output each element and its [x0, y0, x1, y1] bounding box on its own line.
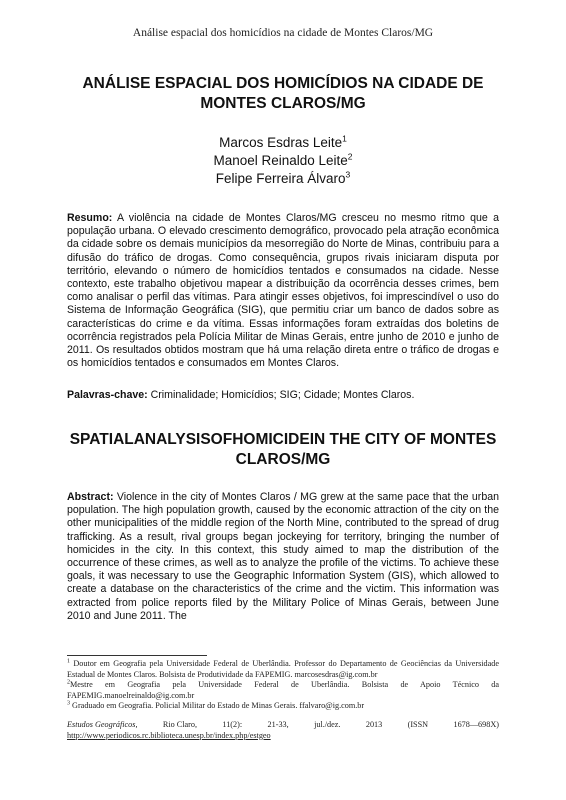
keywords-label: Palavras-chave: [67, 389, 148, 401]
running-head: Análise espacial dos homicídios na cidade de Montes Claros/MG [132, 27, 434, 39]
footnote-mark: 2 [67, 679, 70, 686]
title-english: SPATIALANALYSISOFHOMICIDEIN THE CITY OF MONTES CLAROS/MG [69, 431, 497, 468]
abstract-text: Violence in the city of Montes Claros / MG grew at the same pace that the urban population. The high population growth, caused by the economic attraction of the city on the other municipalities of the middle region of the North Mine, contributed to the spread of drug trafficking. As a result, rival groups began jockeying for territory, bringing the number of homicides in the city. In this context, this study aimed to map the distribution of the occurrence of these crimes, as well as to analyze the profile of the victims. To achieve these goals, it was necessary to use the Geographic Information System (GIS), which allowed to create a database on the characteristics of the crime and the victim. This information was extracted from police reports filed by the Military Police of Minas Gerais, between June 2010 and June 2011. The [67, 491, 499, 622]
journal-part: jul./dez. [314, 720, 341, 729]
abstract-label: Abstract: [67, 491, 114, 503]
footnote-text: Graduado em Geografia. Policial Militar do Estado de Minas Gerais. ffalvaro@ig.com.br [70, 701, 365, 710]
footnote-mark[interactable]: 3 [345, 169, 351, 180]
author-name: Manoel Reinaldo Leite [213, 153, 348, 168]
journal-part: 11(2): [222, 720, 243, 729]
footnote-divider [67, 655, 207, 656]
resumo-label: Resumo: [67, 212, 113, 224]
footnote-1 [67, 659, 499, 680]
author-name: Marcos Esdras Leite [219, 135, 343, 150]
footnote-3 [67, 701, 499, 712]
journal-part: 1678—698X) [453, 720, 499, 729]
resumo-text: A violência na cidade de Montes Claros/MG cresceu no mesmo ritmo que a população urbana. O elevado crescimento demográfico, provocado pela atração econômica da cidade sobre os demais municípios da mesorregião do Norte de Minas, contribuiu para a difusão do tráfico de drogas. Como consequência, grupos rivais iniciaram disputa por território, elevando o número de homicídios tentados e consumados na cidade. Nesse contexto, este trabalho objetivou mapear a distribuição da ocorrência desses crimes, bem como analisar o perfil das vítimas. Para atingir esses objetivos, foi imprescindível o uso do Sistema de Informação Geográfica (SIG), que permitiu criar um banco de dados sobre as características do crime e da vítima. Essas informações foram extraídas dos boletins de ocorrência registrados pela Polícia Militar de Minas Gerais, entre junho de 2010 e junho de 2011. Os resultados obtidos mostram que há uma relação direta entre o tráfico de drogas e os homicídios tentados e consumados em Montes Claros. [67, 212, 499, 370]
journal-part: 21-33, [267, 720, 289, 729]
abstract-paragraph [67, 491, 499, 623]
footnote-mark[interactable]: 2 [347, 151, 353, 162]
footnote-mark: 1 [67, 658, 70, 665]
footnote-mark[interactable]: 1 [342, 133, 347, 144]
journal-name: Estudos Geográficos, [67, 720, 138, 729]
author-name: Felipe Ferreira Álvaro [215, 171, 346, 186]
author-2 [0, 152, 566, 170]
footnote-text: Mestre em Geografia pela Universidade Federal de Uberlândia. Bolsista de Apoio Técnico da FAPEMIG.manoelreinaldo@ig.com.br [67, 680, 499, 700]
footnote-text: Doutor em Geografia pela Universidade Federal de Uberlândia. Professor do Departamento de Geociências da Universidade Estadual de Montes Claros. Bolsista de Produtividade da FAPEMIG. marcosesdras@ig.com.br [67, 659, 499, 679]
footnotes [67, 659, 499, 712]
author-list [0, 134, 566, 188]
resumo-paragraph [67, 212, 499, 370]
journal-part: Rio Claro, [162, 720, 198, 729]
journal-citation [67, 720, 499, 741]
author-3 [0, 170, 566, 188]
author-1 [0, 134, 566, 152]
journal-part: (ISSN [407, 720, 429, 729]
journal-url-link[interactable]: http://www.periodicos.rc.biblioteca.unesp.br/index.php/estgeo [67, 730, 271, 740]
journal-part: 2013 [365, 720, 383, 729]
keywords-text: Criminalidade; Homicídios; SIG; Cidade; Montes Claros. [147, 389, 415, 401]
keywords-paragraph [67, 389, 499, 402]
footnote-2 [67, 680, 499, 701]
journal-info-line [67, 720, 499, 731]
footnote-mark: 3 [67, 700, 70, 707]
title-portuguese: ANÁLISE ESPACIAL DOS HOMICÍDIOS NA CIDADE DE MONTES CLAROS/MG [82, 75, 484, 112]
